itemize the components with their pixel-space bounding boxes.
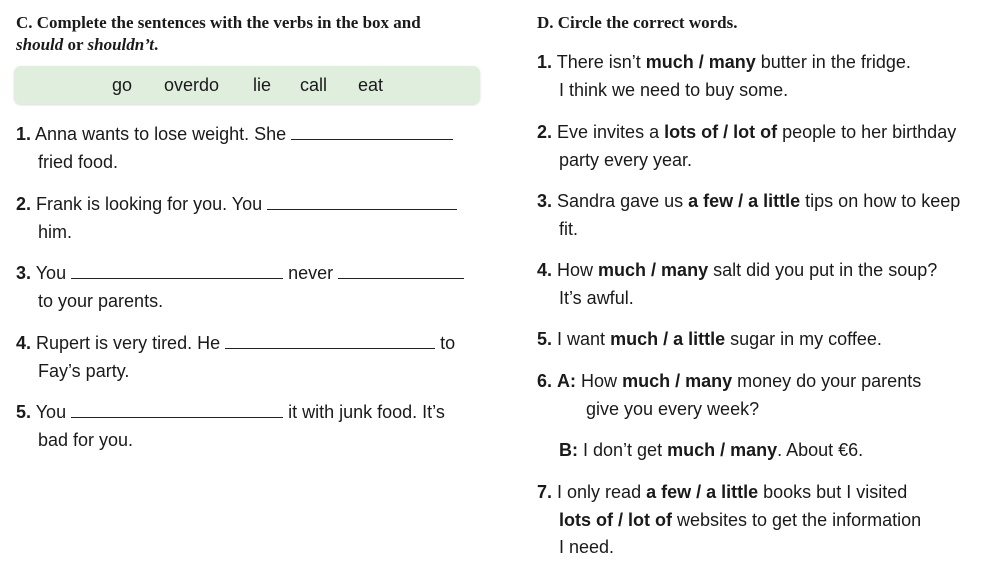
- d-item-6-cont: give you every week?: [586, 399, 760, 419]
- item-text: it with junk food. It’s: [288, 402, 445, 422]
- d-item-2-cont: party every year.: [559, 150, 693, 170]
- should-word: should: [16, 35, 64, 54]
- box-word: call: [300, 75, 328, 95]
- word-choice[interactable]: lots of / lot of: [664, 122, 778, 142]
- word-choice[interactable]: a few / a little: [646, 482, 759, 502]
- item-text: people to her birthday: [777, 122, 957, 142]
- item-number: 3.: [16, 263, 32, 283]
- item-number: 2.: [537, 122, 553, 142]
- item-text: Frank is looking for you. You: [36, 194, 263, 214]
- item-text: Eve invites a: [557, 122, 665, 142]
- speaker-a-label: A:: [557, 371, 577, 391]
- d-item-4-cont: It’s awful.: [559, 288, 634, 308]
- c-item-3-cont: to your parents.: [38, 291, 164, 311]
- verb-box: [14, 66, 480, 104]
- answer-blank[interactable]: [338, 262, 464, 279]
- c-item-5: [16, 398, 445, 426]
- d-item-1: [537, 48, 911, 76]
- item-text: websites to get the information: [671, 510, 922, 530]
- heading-period: .: [153, 35, 159, 54]
- c-item-4-cont: Fay’s party.: [38, 361, 130, 381]
- d-item-6-b: [559, 436, 863, 464]
- word-choice[interactable]: much / a little: [610, 329, 726, 349]
- shouldnt-word: shouldn’t: [87, 35, 154, 54]
- box-word: overdo: [164, 75, 220, 95]
- item-text: . About €6.: [777, 440, 864, 460]
- item-number: 7.: [537, 482, 553, 502]
- word-choice[interactable]: lots of / lot of: [559, 510, 672, 530]
- d-item-2: [537, 118, 956, 146]
- item-text: butter in the fridge.: [755, 52, 911, 72]
- d-item-7-cont: [559, 506, 921, 534]
- item-text: salt did you put in the soup?: [708, 260, 938, 280]
- item-text: books but I visited: [758, 482, 908, 502]
- box-word: lie: [253, 75, 272, 95]
- item-text: sugar in my coffee.: [725, 329, 882, 349]
- c-item-5-cont: bad for you.: [38, 430, 134, 450]
- item-text: to: [440, 333, 456, 353]
- item-text: tips on how to keep: [800, 191, 961, 211]
- d-item-3-cont: fit.: [559, 219, 579, 239]
- item-number: 6.: [537, 371, 553, 391]
- d-item-4: [537, 256, 937, 284]
- item-number: 1.: [537, 52, 553, 72]
- section-c-heading: [16, 12, 421, 56]
- item-text: I want: [557, 329, 611, 349]
- or-word: or: [63, 35, 88, 54]
- word-choice[interactable]: much / many: [645, 52, 756, 72]
- item-text: money do your parents: [732, 371, 922, 391]
- item-text: You: [35, 263, 67, 283]
- item-text: There isn’t: [556, 52, 646, 72]
- word-choice[interactable]: much / many: [598, 260, 709, 280]
- item-text: You: [35, 402, 67, 422]
- section-c-heading-text: C. Complete the sentences with the verbs in the box and: [16, 13, 421, 32]
- answer-blank[interactable]: [71, 262, 283, 279]
- word-choice[interactable]: a few / a little: [688, 191, 801, 211]
- answer-blank[interactable]: [71, 401, 283, 418]
- item-number: 2.: [16, 194, 32, 214]
- item-text: How: [557, 260, 599, 280]
- section-d-heading: D. Circle the correct words.: [537, 13, 738, 32]
- c-item-1: [16, 120, 453, 148]
- box-word: eat: [358, 75, 384, 95]
- word-choice[interactable]: much / many: [667, 440, 778, 460]
- speaker-b-label: B:: [559, 440, 578, 460]
- item-number: 5.: [537, 329, 553, 349]
- box-word: go: [112, 75, 133, 95]
- answer-blank[interactable]: [291, 123, 453, 140]
- d-item-3: [537, 187, 960, 215]
- item-text: I only read: [557, 482, 647, 502]
- answer-blank[interactable]: [267, 193, 457, 210]
- item-text: never: [288, 263, 334, 283]
- d-item-7: [537, 478, 907, 506]
- answer-blank[interactable]: [225, 332, 435, 349]
- d-item-5: [537, 325, 882, 353]
- item-text: How: [581, 371, 623, 391]
- c-item-2-cont: him.: [38, 222, 73, 242]
- c-item-3: [16, 259, 464, 287]
- item-text: Anna wants to lose weight. She: [35, 124, 287, 144]
- c-item-4: [16, 329, 455, 357]
- item-number: 5.: [16, 402, 32, 422]
- word-choice[interactable]: much / many: [622, 371, 733, 391]
- item-text: I don’t get: [583, 440, 668, 460]
- item-text: Rupert is very tired. He: [36, 333, 221, 353]
- item-number: 4.: [537, 260, 553, 280]
- item-text: Sandra gave us: [557, 191, 689, 211]
- d-item-6: [537, 367, 921, 395]
- d-item-7-cont2: I need.: [559, 537, 615, 557]
- item-number: 3.: [537, 191, 553, 211]
- c-item-1-cont: fried food.: [38, 152, 119, 172]
- d-item-1-cont: I think we need to buy some.: [559, 80, 789, 100]
- item-number: 4.: [16, 333, 32, 353]
- item-number: 1.: [16, 124, 32, 144]
- c-item-2: [16, 190, 457, 218]
